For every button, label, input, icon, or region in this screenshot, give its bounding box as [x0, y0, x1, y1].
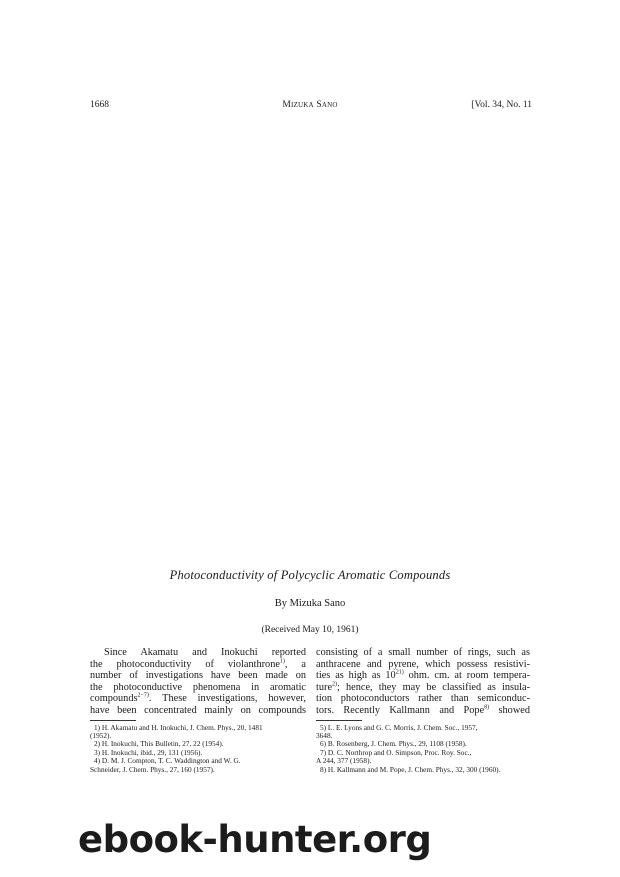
body-line: consisting of a small number of rings, such as: [316, 647, 530, 658]
page-number: 1668: [90, 100, 109, 110]
received-date: (Received May 10, 1961): [261, 625, 359, 635]
footnote: (1952).: [90, 730, 112, 740]
body-line: compounds$^{2-7)}$. These investigations, however,: [90, 692, 306, 705]
footnote: 5) L. E. Lyons and G. C. Morris, J. Chem. Soc., 1957,: [320, 722, 478, 732]
footnote: 8) H. Kallmann and M. Pope, J. Chem. Phys., 32, 300 (1960).: [320, 764, 501, 774]
article-byline: By Mizuka Sano: [274, 598, 346, 609]
citation: 2−7): [137, 692, 149, 699]
body-line: the photoconductive phenomena in aromatic: [90, 681, 306, 693]
watermark-text: ebook-hunter.org: [78, 818, 432, 861]
footnote: A 244, 377 (1958).: [316, 756, 372, 766]
left-column: [90, 647, 306, 774]
body-line: tors. Recently Kallmann and Pope$^{8)}$ showed: [316, 704, 530, 716]
footnote-rule: [316, 720, 362, 721]
body-line: number of investigations have been made on: [90, 670, 306, 682]
body-line: ties as high as 10$^{21)}$ ohm. cm. at room tempera-: [316, 669, 530, 682]
citation: 21): [395, 669, 404, 676]
citation: 2): [332, 681, 338, 688]
footnote: Schneider, J. Chem. Phys., 27, 160 (1957).: [90, 764, 215, 774]
running-header: [0, 100, 620, 114]
body-line: the photoconductivity of violanthrone$^{1)}$, a: [90, 658, 306, 670]
article-title: Photoconductivity of Polycyclic Aromatic Compounds: [169, 568, 451, 582]
footnote-rule: [90, 720, 136, 721]
running-author: Mizuka Sano: [282, 100, 338, 110]
body-line: Since Akamatu and Inokuchi reported: [104, 647, 306, 658]
footnote: 7) D. C. Northrop and O. Simpson, Proc. Roy. Soc.,: [320, 747, 472, 757]
citation: 8): [484, 704, 490, 711]
body-line: anthracene and pyrene, which possess resistivi-: [316, 658, 530, 670]
volume-info: [Vol. 34, No. 11: [471, 100, 532, 110]
body-line: tion photoconductors rather than semiconduc-: [316, 693, 530, 705]
footnote: 3648.: [316, 730, 333, 740]
footnote: 1) H. Akamatu and H. Inokuchi, J. Chem. Phys., 20, 1481: [94, 722, 263, 732]
citation: 1): [279, 658, 285, 665]
footnote: 6) B. Rosenberg, J. Chem. Phys., 29, 1108 (1958).: [320, 739, 467, 749]
footnote: 4) D. M. J. Compton, T. C. Waddington and W. G.: [94, 756, 241, 766]
body-line: have been concentrated mainly on compounds: [90, 704, 306, 716]
footnote: 2) H. Inokuchi, This Bulletin, 27, 22 (1954).: [94, 739, 224, 749]
body-line: ture$^{2)}$; hence, they may be classified as insula-: [316, 681, 530, 693]
footnote: 3) H. Inokuchi, ibid., 29, 131 (1956).: [94, 747, 203, 757]
right-column: [316, 647, 530, 774]
